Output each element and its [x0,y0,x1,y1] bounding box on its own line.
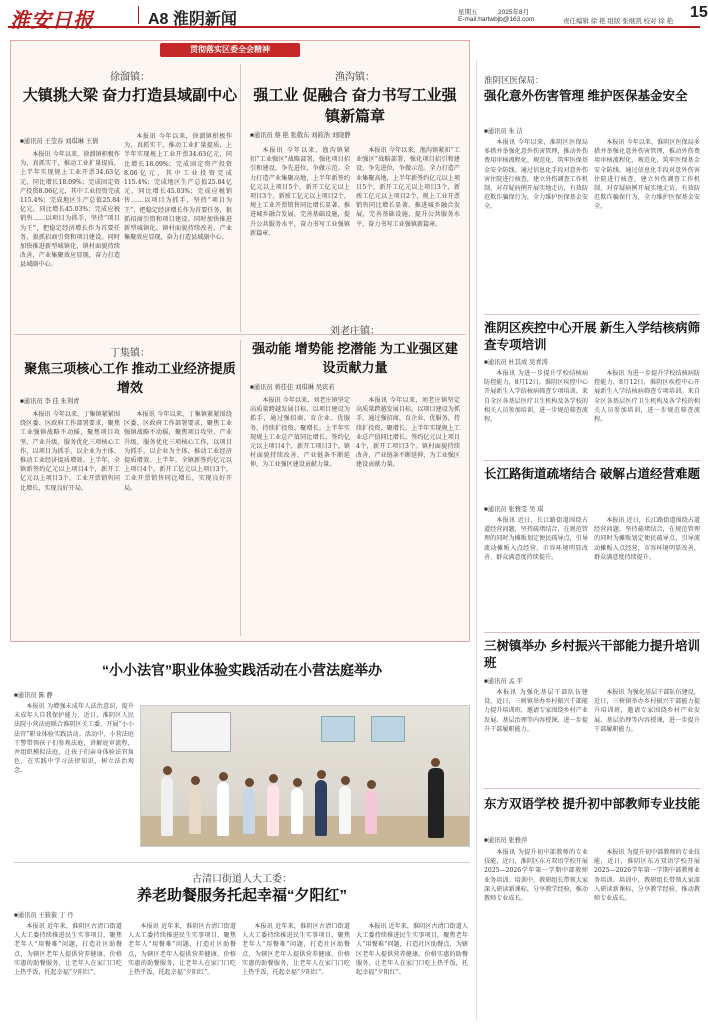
right3-body-col2: 本报讯 近日，长江路街道围绕占道经营问题，坚持疏堵结合，在规范管理的同时为摊贩划定便民疏导点，引导流动摊贩入点经营，市容环境明显改善，群众满意度持续提升。 [594,517,700,561]
photo-presenter [431,758,440,767]
article4-byline: ■通讯员 蒋佳佳 刘琪琳 吴宾若 [250,384,335,391]
photo-person [161,776,173,836]
photo-person [339,786,351,834]
bottom-body-col3: 本报讯 近年来，淮阴区古清口街道人大工委持续推进民生实事项目，聚焦老年人“用餐难”问题，打造社区助餐点，为辖区老年人提供营养健康、价格实惠的助餐服务，让老年人在家门口吃上热乎饭，托起幸福“夕阳红”。 [242,923,350,977]
photo-person [365,790,377,834]
right3-headline[interactable]: 长江路街道疏堵结合 破解占道经营难题 [484,467,700,481]
right5-byline: ■通讯员 张雅萍 [484,837,528,844]
feature-byline: ■通讯员 陈 静 [14,692,53,699]
page-number: A8 [148,11,169,28]
photo-person [367,780,376,789]
article4-body: 本报讯 今年以来，刘老庄镇坚定高质量跨越发展目标，以项目建设为抓手，通过强招商、育企业、优服务，持续扩投资、聚增长。上半年实现规上工业总产值同比增长，签约亿元以上项目4个，新开工项目3个。镇村面貌持续改善，产业链条不断延伸，为工业强区建设贡献力量。 [250,397,350,469]
masthead-weekday: 星期五 [458,9,478,16]
bottom-divider [14,862,470,863]
right2-body-col2: 本报讯 为进一步提升学校结核病防控能力，8月12日，淮阴区疾控中心开展新生入学结核病筛查专项培训。来自全区各基层医疗卫生机构及各学校的相关人员参加培训，进一步规范筛查流程。 [594,370,700,424]
section-name: 淮阴新闻 [172,11,237,28]
photo-poster [321,716,355,742]
article2-byline: ■通讯员 蔡 艳 张敬东 刘筱浩 刘晓静 [250,132,351,139]
article1-body-col2: 本报讯 今年以来，徐溜镇积极作为，真抓实干，推动工业扩量提质，上半年实现规上工业开票34.63亿元，同比增长18.09%；完成固定资产投资8.06亿元，其中工业投资完成115.4%；完成地区生产总值25.84亿元，同比增长45.03%；完成应税销售……以项目为抓手，坚持“项目为王”，把稳定经济增长作为首要任务，狠抓招商引资和项目建设。同时加快推进新型城镇化，镇村面貌持续改善，产业集聚效应显现，奋力打造县域副中心。 [124,133,232,242]
article3-headline[interactable]: 聚焦三项核心工作 推动工业经济提质增效 [24,361,236,395]
article3-byline: ■通讯员 李 佳 朱利青 [20,398,80,405]
article3-body: 本报讯 今年以来，丁集镇紧紧围绕区委、区政府工作部署要求，聚焦工业强镇战略不动摇，聚焦项目攻坚、产业升级、服务优化三项核心工作，以项目为抓手，以企业为主体，推动工业经济提质增效。上半年，全镇新签约亿元以上项目4个，新开工亿元以上项目3个，工业开票销售同比增长，实现良好开局。 [20,411,120,492]
photo-person [269,774,278,783]
right3-body: 本报讯 近日，长江路街道围绕占道经营问题，坚持疏堵结合，在规范管理的同时为摊贩划定便民疏导点，引导流动摊贩入点经营，市容环境明显改善，群众满意度持续提升。 [484,517,588,561]
article3-body-col2: 本报讯 今年以来，丁集镇紧紧围绕区委、区政府工作部署要求，聚焦工业强镇战略不动摇，聚焦项目攻坚、产业升级、服务优化三项核心工作，以项目为抓手，以企业为主体，推动工业经济提质增效。上半年，全镇新签约亿元以上项目4个，新开工亿元以上项目3个，工业开票销售同比增长，实现良好开局。 [124,411,232,492]
feature-headline[interactable]: “小小法官”职业体验实践活动在小营法庭举办 [102,662,382,678]
photo-person [189,786,201,834]
masthead-email[interactable]: E-mail:hartwbjb@163.com [458,16,535,23]
section-banner: 贯彻落实区委全会精神 [160,43,300,57]
article1-body: 本报讯 今年以来，徐溜镇积极作为，真抓实干，推动工业扩量提质，上半年实现规上工业开票34.63亿元，同比增长18.09%；完成固定资产投资8.06亿元，其中工业投资完成115.4%；完成地区生产总值25.84亿元，同比增长45.03%；完成应税销售……以项目为抓手，坚持“项目为王”，把稳定经济增长作为首要任务，狠抓招商引资和项目建设。同时加快推进新型城镇化，镇村面貌持续改善，产业集聚效应显现，奋力打造县域副中心。 [20,151,120,269]
photo-person [217,782,229,836]
column-divider-2 [240,340,241,636]
column-divider [240,64,241,332]
article3-kicker: 丁集镇： [110,348,150,359]
photo-person [191,776,200,785]
right4-headline[interactable]: 三树镇举办 乡村振兴干部能力提升培训班 [484,639,700,670]
right4-body: 本报讯 为强化基层干部队伍建设，近日，三树镇举办乡村振兴干部能力提升培训班，邀请专家围绕乡村产业发展、基层治理等内容授课，进一步提升干部履职能力。 [484,689,588,733]
article1-kicker: 徐溜镇： [110,72,150,83]
right1-kicker: 淮阴区医保局： [484,76,544,86]
bottom-byline: ■通讯员 王筱筱 丁 丹 [14,912,74,919]
photo-whiteboard [171,712,231,752]
right2-byline: ■通讯员 杜其成 吴青涛 [484,359,548,366]
right-divider-4 [484,788,700,789]
right5-body: 本报讯 为提升初中部教师的专业技能，近日，淮阴区东方双语学校开展2025—2026学年第一学期中部教师业务培训。培训中，教研组长带领大家深入研读新课标，分享教学经验，推动教师专业成长。 [484,849,588,903]
masthead-date: 2025年8月 [498,9,530,16]
page-section [148,6,237,29]
bottom-body: 本报讯 近年来，淮阴区古清口街道人大工委持续推进民生实事项目，聚焦老年人“用餐难”问题，打造社区助餐点，为辖区老年人提供营养健康、价格实惠的助餐服务，让老年人在家门口吃上热乎饭，托起幸福“夕阳红”。 [14,923,122,977]
right3-byline: ■通讯员 张雅雯 吴 琪 [484,506,544,513]
masthead-divider [138,6,139,24]
newspaper-logo: 淮安日报 [10,8,94,32]
photo-person [291,788,303,834]
article2-body: 本报讯 今年以来，渔沟镇紧扣“工业强区”战略部署，强化项目招引和建设，争先进位，争做示范。全力打造产业集聚高地，上半年新签约亿元以上项目5个，新开工亿元以上项目3个，新竣工亿元以上项目2个，规上工业开票销售同比增长显著。推进城乡融合发展，完善基础设施，提升公共服务水平，奋力书写工业强镇新篇章。 [250,147,350,237]
right-divider-2 [484,460,700,461]
courtroom-photo [140,705,470,847]
right1-body-col2: 本报讯 今年以来，淮阴区医保局多措并举强化意外伤害管理，推动外伤费用审核流程化、规范化，筑牢医保基金安全防线。通过信息化手段对意外伤害住院进行核查，建立外伤调查工作机制，对存疑病例开展实地走访，有效防范欺诈骗保行为，全力维护医保基金安全。 [594,139,700,211]
photo-person [267,784,279,836]
article1-headline[interactable]: 大镇挑大梁 奋力打造县域副中心 [22,87,238,104]
bottom-body-col4: 本报讯 近年来，淮阴区古清口街道人大工委持续推进民生实事项目，聚焦老年人“用餐难”问题，打造社区助餐点，为辖区老年人提供营养健康、价格实惠的助餐服务，让老年人在家门口吃上热乎饭，托起幸福“夕阳红”。 [356,923,468,977]
photo-person [245,778,254,787]
photo-person [163,766,172,775]
article4-body-col2: 本报讯 今年以来，刘老庄镇坚定高质量跨越发展目标，以项目建设为抓手，通过强招商、育企业、优服务，持续扩投资、聚增长。上半年实现规上工业总产值同比增长，签约亿元以上项目4个，新开工项目3个。镇村面貌持续改善，产业链条不断延伸，为工业强区建设贡献力量。 [356,397,460,469]
right1-byline: ■通讯员 朱 洁 [484,128,523,135]
right-column-divider [476,60,477,1020]
right5-body-col2: 本报讯 为提升初中部教师的专业技能，近日，淮阴区东方双语学校开展2025—2026学年第一学期中部教师业务培训。培训中，教研组长带领大家深入研读新课标，分享教学经验，推动教师专业成长。 [594,849,700,903]
feature-body: 本报讯 为增强未成年人法治意识，提升未成年人自我保护能力，近日，淮阴区人民法院小营法庭联合淮阴区关工委，开展“小小法官”职业体验实践活动。活动中，小营法庭干警带领孩子们参观法庭，讲解庭审流程，并组织模拟法庭，让孩子们亲身体验法官角色，在实践中学习法律知识，树立法治观念。 [14,703,134,775]
article2-kicker: 渔沟镇： [335,72,375,83]
masthead-editors: 责任编辑 徐 艳 组版 张继凯 校对 徐 艳 [563,18,674,25]
right1-body: 本报讯 今年以来，淮阴区医保局多措并举强化意外伤害管理，推动外伤费用审核流程化、规范化，筑牢医保基金安全防线。通过信息化手段对意外伤害住院进行核查，建立外伤调查工作机制，对存疑病例开展实地走访，有效防范欺诈骗保行为，全力维护医保基金安全。 [484,139,588,211]
photo-person [243,788,255,834]
photo-person [315,780,327,836]
right2-body: 本报讯 为进一步提升学校结核病防控能力，8月12日，淮阴区疾控中心开展新生入学结核病筛查专项培训。来自全区各基层医疗卫生机构及各学校的相关人员参加培训，进一步规范筛查流程。 [484,370,588,424]
photo-poster [371,716,405,742]
photo-person [219,772,228,781]
article4-kicker: 刘老庄镇： [330,326,380,337]
right4-byline: ■通讯员 孟 平 [484,678,523,685]
right4-body-col2: 本报讯 为强化基层干部队伍建设，近日，三树镇举办乡村振兴干部能力提升培训班，邀请专家围绕乡村产业发展、基层治理等内容授课，进一步提升干部履职能力。 [594,689,700,733]
right2-headline[interactable]: 淮阴区疾控中心开展 新生入学结核病筛查专项培训 [484,321,700,352]
article4-headline[interactable]: 强动能 增势能 挖潜能 为工业强区建设贡献力量 [252,341,458,375]
photo-person [317,770,326,779]
bottom-headline[interactable]: 养老助餐服务托起幸福“夕阳红” [136,887,347,904]
article1-byline: ■通讯员 王莹春 刘琪琳 王倩 [20,138,99,145]
right-divider-1 [484,314,700,315]
right-divider-3 [484,632,700,633]
bottom-kicker: 古清口街道人大工委： [192,874,292,885]
photo-person [341,776,350,785]
issue-number: 15 [690,4,708,21]
article2-headline[interactable]: 强工业 促融合 奋力书写工业强镇新篇章 [253,87,457,125]
photo-presenter [428,768,444,838]
photo-person [293,778,302,787]
article2-body-col2: 本报讯 今年以来，渔沟镇紧扣“工业强区”战略部署，强化项目招引和建设，争先进位，争做示范。全力打造产业集聚高地，上半年新签约亿元以上项目5个，新开工亿元以上项目3个，新竣工亿元以上项目2个，规上工业开票销售同比增长显著。推进城乡融合发展，完善基础设施，提升公共服务水平，奋力书写工业强镇新篇章。 [356,147,460,228]
masthead [8,4,708,32]
right1-headline[interactable]: 强化意外伤害管理 维护医保基金安全 [484,89,688,103]
bottom-body-col2: 本报讯 近年来，淮阴区古清口街道人大工委持续推进民生实事项目，聚焦老年人“用餐难”问题，打造社区助餐点，为辖区老年人提供营养健康、价格实惠的助餐服务，让老年人在家门口吃上热乎饭，托起幸福“夕阳红”。 [128,923,236,977]
right5-headline[interactable]: 东方双语学校 提升初中部教师专业技能 [484,797,700,811]
